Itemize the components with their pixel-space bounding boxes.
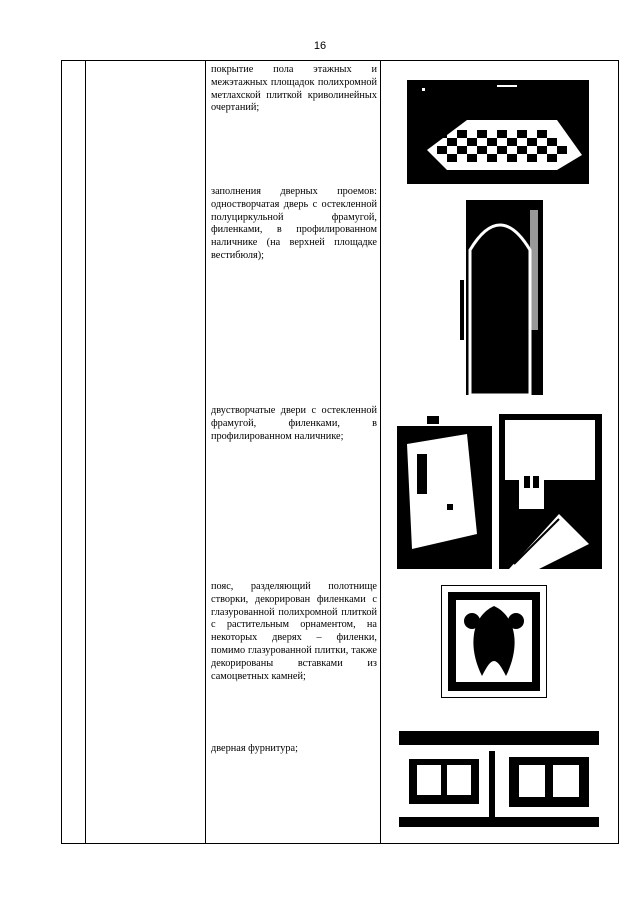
row-text-double-door: двустворчатые двери с остекленной фрамугой, филенками, в профилированном наличнике; — [211, 405, 377, 442]
column-divider — [85, 61, 86, 843]
column-divider — [205, 61, 206, 843]
row-text-hardware: дверная фурнитура; — [211, 743, 298, 754]
page-number: 16 — [313, 40, 327, 52]
row-text-single-door: заполнения дверных проемов: одностворчатая дверь с остекленной полуциркульной фрамугой, филенками, в профилированном наличнике (на верхней площадке вестибюля); — [211, 186, 377, 261]
row-text-floor: покрытие пола этажных и межэтажных площадок полихромной метлахской плиткой криволинейных очертаний; — [211, 64, 377, 114]
heritage-table — [61, 60, 619, 844]
double-door-photo-right — [499, 414, 602, 569]
door-hardware-photo — [399, 731, 599, 827]
floor-tiles-photo — [407, 80, 589, 184]
row-text-tile-belt: пояс, разделяющий полотнище створки, декорирован филенками с глазурованной полихромной плиткой с растительным орнаментом, на некоторых дверях – филенки, помимо глазурованной плитки, также декорированы вставками из самоцветных камней; — [211, 581, 377, 682]
double-door-photo-left — [397, 414, 492, 569]
arched-door-photo — [458, 200, 543, 395]
tile-ornament-photo — [441, 585, 547, 698]
column-divider — [380, 61, 381, 843]
